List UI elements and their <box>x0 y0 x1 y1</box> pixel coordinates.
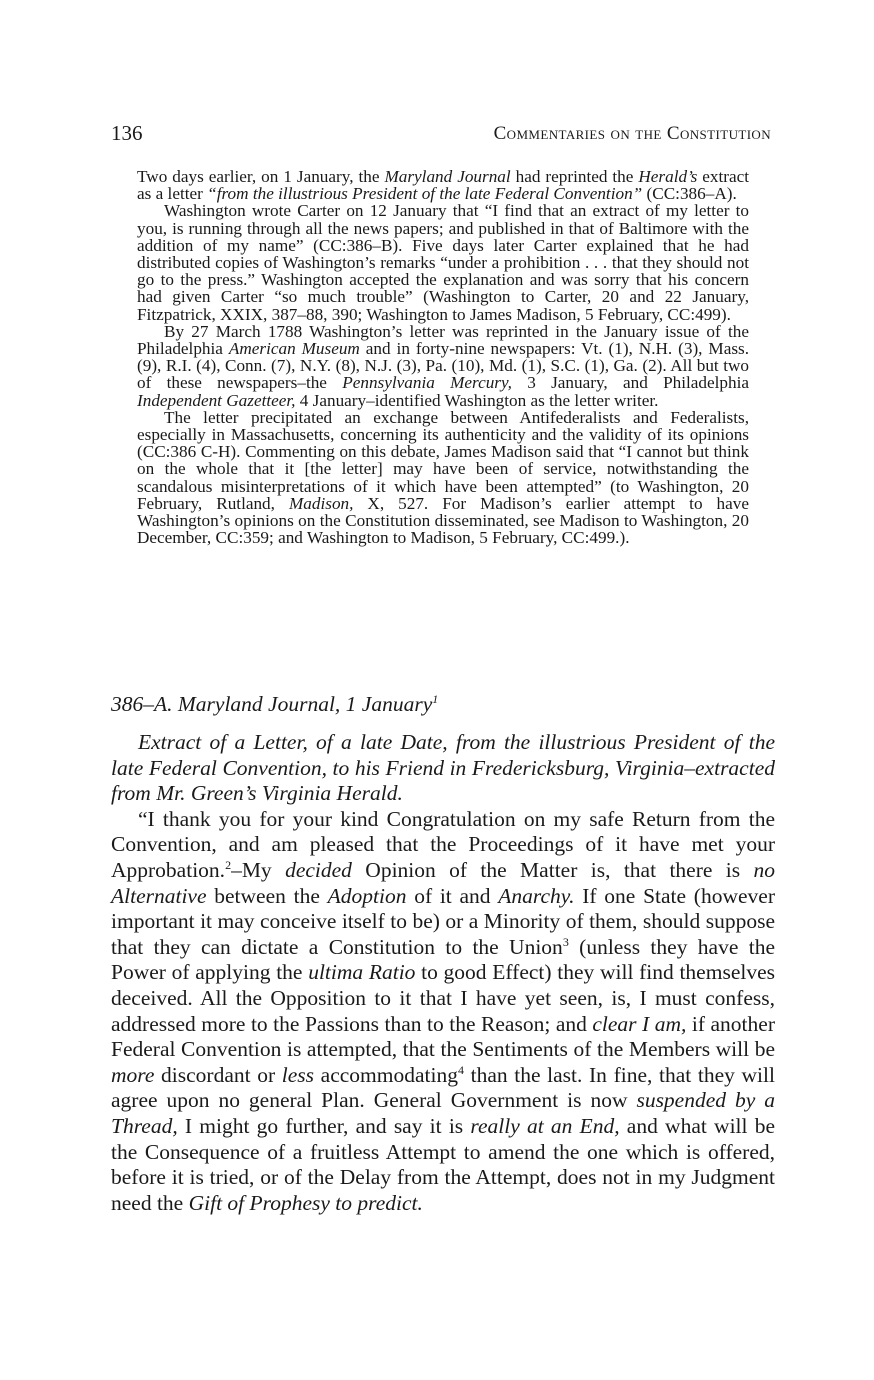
footnote-ref: 1 <box>432 692 439 706</box>
headnote-paragraph: The letter precipitated an exchange between Antifederalists and Federalists, especially in Massachusetts, concerning its authenticity and the validity of its opinions (CC:386 C-H). Commenting on this debate, James Madison said that “I cannot but think on the whole that it [the letter] may have been of service, notwithstanding the scandalous misinterpretations of it which have been attempted” (to Washington, 20 February, Rutland, Madison, X, 527. For Madison’s earlier attempt to have Washington’s opinions on the Constitution disseminated, see Madison to Washington, 20 December, CC:359; and Washington to Madison, 5 February, CC:499.). <box>137 407 749 548</box>
footnote-ref: 2 <box>225 857 232 872</box>
headnote-paragraph: By 27 March 1788 Washington’s letter was reprinted in the January issue of the Philadelphia American Museum and in forty-nine newspapers: Vt. (1), N.H. (3), Mass. (9), R.I. (4), Conn. (7), N.Y. (8), N.J. (3), Pa. (10), Md. (1), S.C. (1), Ga. (2). All but two of these newspapers–the Pennsylvania Mercury, 3 January, and Philadelphia Independent Gazetteer, 4 January–identified Washington as the letter writer. <box>137 321 750 410</box>
headnote-paragraph: Two days earlier, on 1 January, the Maryland Journal had reprinted the Herald’s extract as a letter “from the illustrious President of the late Federal Convention” (CC:386–A). <box>137 167 749 204</box>
footnote-ref: 4 <box>457 1062 464 1077</box>
headnote <box>137 168 749 546</box>
document-body <box>111 730 775 1216</box>
letter-text: “I thank you for your kind Congratulation on my safe Return from the Convention, and am pleased that the Proceedings of it have met your Approbation.$^2$–My decided Opinion of the Matter is, that there is no Alternative between the Adoption of it and Anarchy. If one State (however important it may conceive itself to be) or a Minority of them, should suppose that they can dictate a Constitution to the Union$^3$ (unless they have the Power of applying the ultima Ratio to good Effect) they will find themselves deceived. All the Opposition to it that I have yet seen, is, I must confess, addressed more to the Passions than to the Reason; and clear I am, if another Federal Convention is attempted, that the Sentiments of the Members will be more discordant or less accommodating$^4$ than the last. In fine, that they will agree upon no general Plan. General Government is now suspended by a Thread, I might go further, and say it is really at an End, and what will be the Consequence of a fruitless Attempt to amend the one which is offered, before it is tried, or of the Delay from the Attempt, does not in my Judgment need the Gift of Prophesy to predict. <box>111 806 775 1215</box>
footnote-ref: 3 <box>562 934 569 949</box>
page-number: 136 <box>111 121 143 145</box>
headnote-paragraph: Washington wrote Carter on 12 January that “I find that an extract of my letter to you, is running through all the news papers; and published in that of Baltimore with the addition of my name” (CC:386–B). Five days later Carter explained that he had distributed copies of Washington’s remarks “under a prohibition . . . that they should not go to the press.” Washington accepted the explanation and was sorry that his concern had given Carter “so much trouble” (Washington to Carter, 20 and 22 January, Fitzpatrick, XXIX, 387–88, 390; Washington to James Madison, 5 February, CC:499). <box>137 201 749 324</box>
running-head: Commentaries on the Constitution <box>493 123 771 144</box>
document-intro: Extract of a Letter, of a late Date, from the illustrious President of the late Federal Convention, to his Friend in Fredericksburg, Virginia–extracted from Mr. Green’s Virginia Herald. <box>111 730 775 806</box>
page-header <box>111 121 771 149</box>
document-heading: 386–A. Maryland Journal, 1 January$^1$ <box>111 692 439 717</box>
